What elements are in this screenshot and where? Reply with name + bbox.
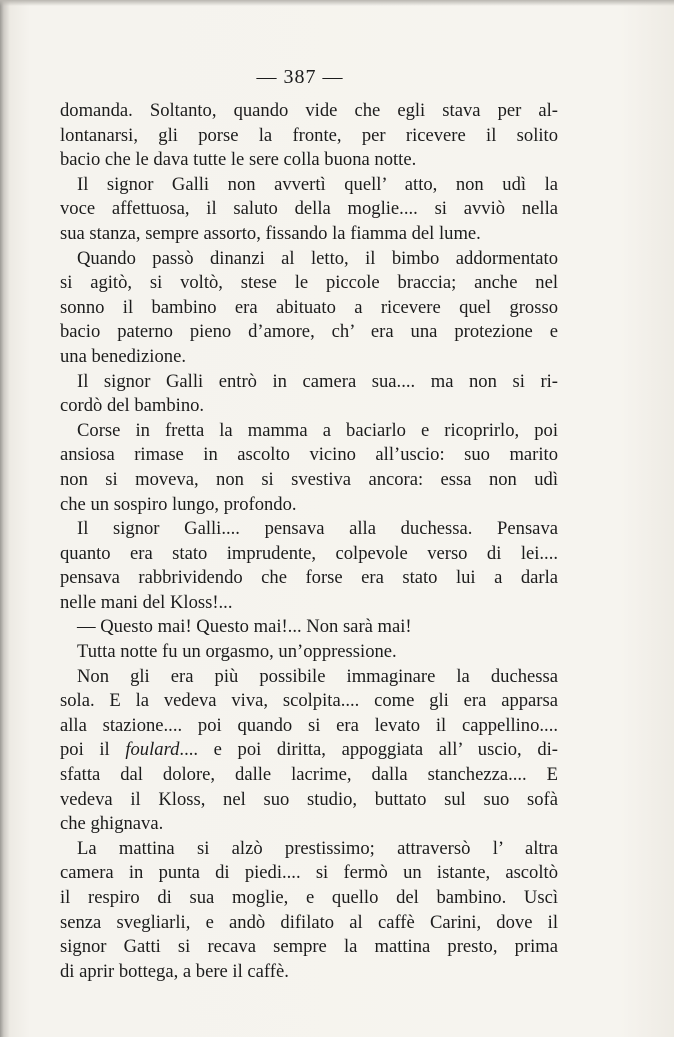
text-line: si agitò, si voltò, stese le piccole braccia; anche nel [60,272,558,294]
text-line: poi il foulard.... e poi diritta, appoggiata all’ uscio, di- [60,739,558,761]
text-line: Non gli era più possibile immaginare la duchessa [77,665,558,687]
text-line: bacio che le dava tutte le sere colla buona notte. [60,149,417,171]
page-number: — 387 — [256,66,344,88]
spine-shadow [0,0,10,1037]
text-line: camera in punta di piedi.... si fermò un istante, ascoltò [60,862,558,884]
text-line: domanda. Soltanto, quando vide che egli stava per al- [60,100,558,121]
text-line: ansiosa rimase in ascolto vicino all’uscio: suo marito [60,444,558,466]
text-line: Tutta notte fu un orgasmo, un’oppressione. [77,641,397,663]
text-line: senza svegliarli, e andò difilato al caffè Carini, dove il [60,911,558,933]
text-line: cordò del bambino. [60,395,205,417]
text-line: vedeva il Kloss, nel suo studio, buttato sul suo sofà [60,788,558,810]
text-line: La mattina si alzò prestissimo; attraversò l’ altra [77,837,558,859]
text-line: voce affettuosa, il saluto della moglie.... si avviò nella [60,198,558,220]
text-line: non si moveva, non si svestiva ancora: essa non udì [60,468,558,490]
text-line: alla stazione.... poi quando si era levato il cappellino.... [60,714,558,736]
text-line: — Questo mai! Questo mai!... Non sarà mai! [77,616,412,638]
text-line: sfatta dal dolore, dalle lacrime, dalla stanchezza.... E [60,764,558,786]
text-line: signor Gatti si recava sempre la mattina presto, prima [60,936,558,958]
text-line: Il signor Galli.... pensava alla duchessa. Pensava [77,518,558,540]
text-line: bacio paterno pieno d’amore, ch’ era una protezione e [60,321,558,343]
text-line: Il signor Galli non avvertì quell’ atto, non udì la [77,173,558,195]
text-line: che un sospiro lungo, profondo. [60,493,297,515]
text-line: Corse in fretta la mamma a baciarlo e ricoprirlo, poi [77,419,558,441]
text-line: Il signor Galli entrò in camera sua.... ma non si ri- [77,370,558,392]
top-edge-shadow [0,0,674,6]
body-text [60,99,558,984]
text-line: il respiro di sua moglie, e quello del bambino. Uscì [60,887,558,908]
text-line: una benedizione. [60,345,186,367]
text-line: quanto era stato imprudente, colpevole verso di lei.... [60,542,558,564]
text-line: sua stanza, sempre assorto, fissando la fiamma del lume. [60,222,481,244]
text-line: che ghignava. [60,813,164,835]
text-line: nelle mani del Kloss!... [60,591,233,613]
text-line: lontanarsi, gli porse la fronte, per ricevere il solito [60,124,558,146]
text-line: sola. E la vedeva viva, scolpita.... come gli era apparsa [60,690,558,712]
italic-word: foulard [125,739,180,761]
text-line: di aprir bottega, a bere il caffè. [60,960,289,982]
text-line: pensava rabbrividendo che forse era stato lui a darla [60,567,558,589]
text-line: sonno il bambino era abituato a ricevere quel grosso [60,296,558,318]
text-line: Quando passò dinanzi al letto, il bimbo addormentato [77,247,558,269]
